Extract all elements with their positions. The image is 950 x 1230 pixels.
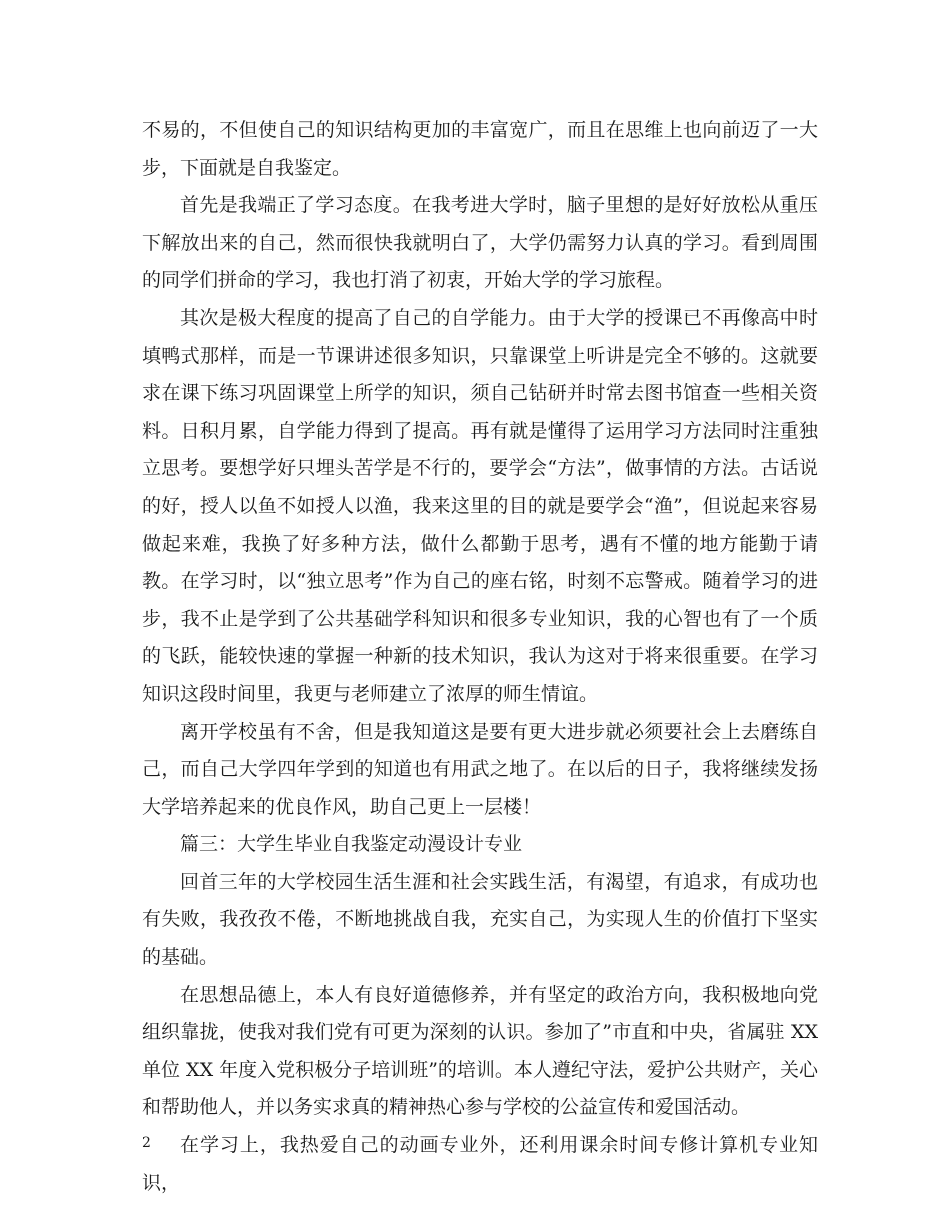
paragraph-leaving-school: 离开学校虽有不舍，但是我知道这是要有更大进步就必须要社会上去磨练自己，而自己大学四年学到的知道也有用武之地了。在以后的日子，我将继续发扬大学培养起来的优良作风，助自己更上一层楼！ — [142, 720, 818, 818]
page-body — [142, 112, 818, 1202]
paragraph-study-attitude: 首先是我端正了学习态度。在我考进大学时，脑子里想的是好好放松从重压下解放出来的自己，然而很快我就明白了，大学仍需努力认真的学习。看到周围的同学们拼命的学习，我也打消了初衷，开始大学的学习旅程。 — [142, 194, 818, 292]
page-number: 2 — [142, 1135, 151, 1151]
paragraph-study: 在学习上，我热爱自己的动画专业外，还利用课余时间专修计算机专业知识， — [142, 1134, 818, 1194]
paragraph-looking-back: 回首三年的大学校园生活生涯和社会实践生活，有渴望，有追求，有成功也有失败，我孜孜不倦，不断地挑战自我，充实自己，为实现人生的价值打下坚实的基础。 — [142, 870, 818, 969]
paragraph-self-learning: 其次是极大程度的提高了自己的自学能力。由于大学的授课已不再像高中时填鸭式那样，而是一节课讲述很多知识，只靠课堂上听讲是完全不够的。这就要求在课下练习巩固课堂上所学的知识，须自己钻研并时常去图书馆查一些相关资料。日积月累，自学能力得到了提高。再有就是懂得了运用学习方法同时注重独立思考。要想学好只埋头苦学是不行的，要学会“方法”，做事情的方法。古话说的好，授人以鱼不如授人以渔，我来这里的目的就是要学会“渔”，但说起来容易做起来难，我换了好多种方法，做什么都勤于思考，遇有不懂的地方能勤于请教。在学习时，以“独立思考”作为自己的座右铭，时刻不忘警戒。随着学习的进步，我不止是学到了公共基础学科知识和很多专业知识，我的心智也有了一个质的飞跃，能较快速的掌握一种新的技术知识，我认为这对于将来很重要。在学习知识这段时间里，我更与老师建立了浓厚的师生情谊。 — [142, 306, 818, 705]
paragraph-continued: 不易的，不但使自己的知识结构更加的丰富宽广，而且在思维上也向前迈了一大步，下面就是自我鉴定。 — [142, 119, 818, 179]
paragraph-moral-character: 在思想品德上，本人有良好道德修养，并有坚定的政治方向，我积极地向党组织靠拢，使我对我们党有可更为深刻的认识。参加了”市直和中央，省属驻 XX 单位 XX 年度入党积极分子培训班”的培训。本人遵纪守法，爱护公共财产，关心和帮助他人，并以务实求真的精神热心参与学校的公益宣传和爱国活动。 — [142, 983, 818, 1119]
section-heading: 篇三：大学生毕业自我鉴定动漫设计专业 — [180, 833, 523, 856]
